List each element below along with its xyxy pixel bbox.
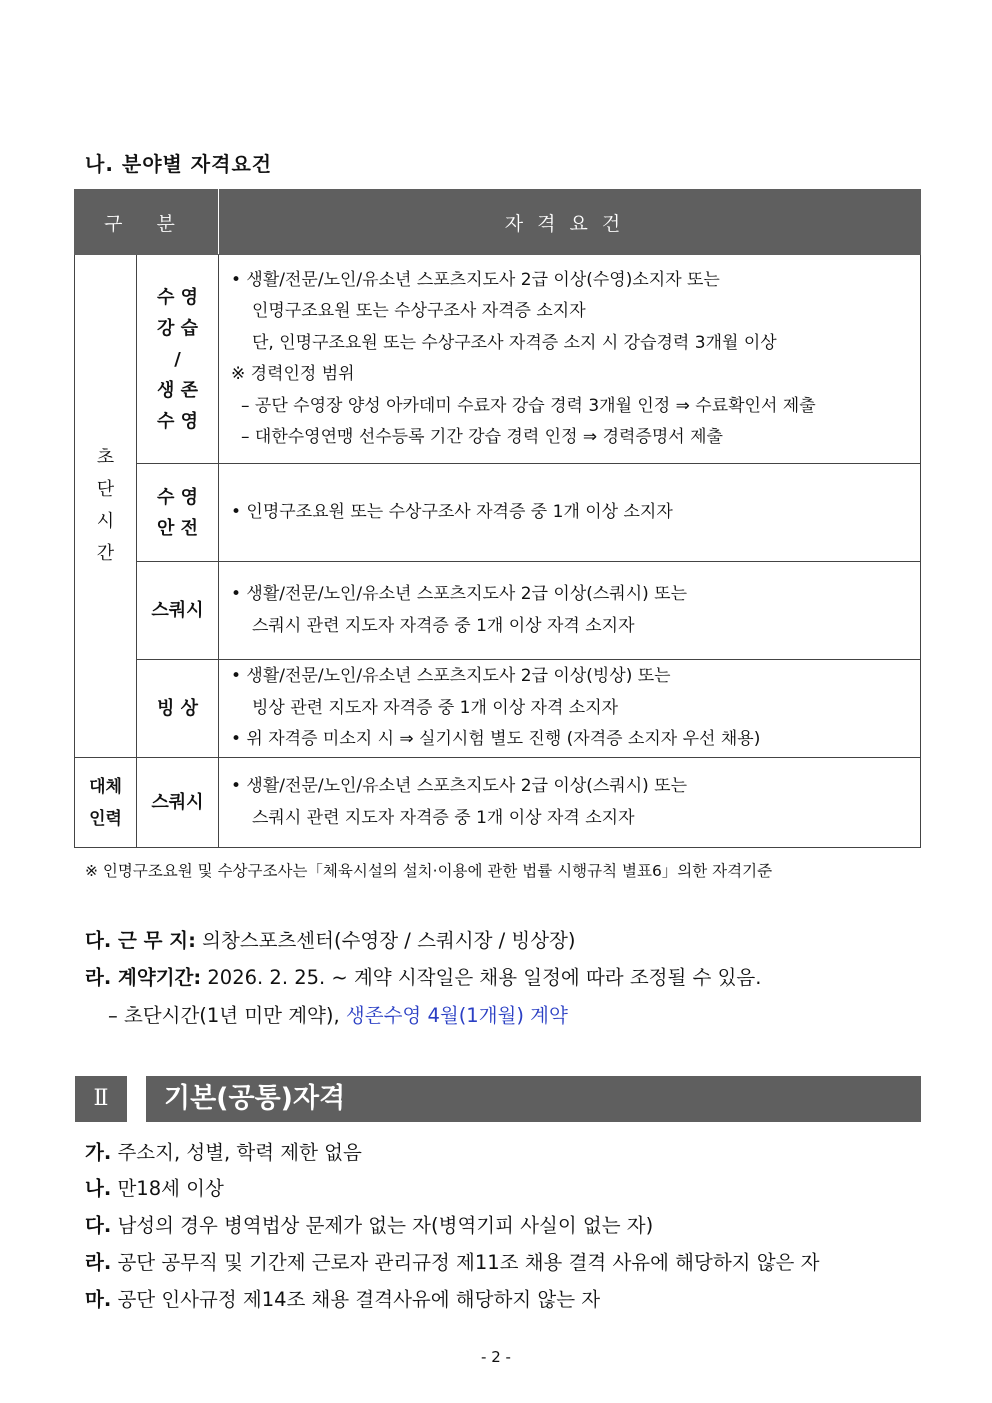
qualification-table <box>74 189 921 848</box>
section-heading: 기본(공통)자격 <box>146 1076 921 1122</box>
workplace-line <box>85 925 576 953</box>
header-requirements: 자격요건 <box>219 190 921 255</box>
basic-item: 나. 만18세 이상 <box>85 1177 224 1200</box>
page-number: - 2 - <box>481 1348 511 1366</box>
table-footnote: ※ 인명구조요원 및 수상구조사는「체육시설의 설치·이용에 관한 법률 시행규칙 별표6」의한 자격기준 <box>85 862 773 880</box>
contract-subline <box>108 1000 568 1028</box>
requirement-swim-lesson: • 생활/전문/노인/유소년 스포츠지도사 2급 이상(수영)소지자 또는 인명구조요원 또는 수상구조사 자격증 소지자 단, 인명구조요원 또는 수상구조사 자격증 소지 시 강습경력 3개월 이상 ※ 경력인정 범위 – 공단 수영장 양성 아카데미 수료자 강습 경력 3개월 인정 ⇒ 수료확인서 제출 – 대한수영연맹 선수등록 기간 강습 경력 인정 ⇒ 경력증명서 제출 <box>219 255 921 464</box>
header-category: 구 분 <box>75 190 219 255</box>
group-label-ultrashort: 초 단 시 간 <box>75 255 137 758</box>
basic-item: 마. 공단 인사규정 제14조 채용 결격사유에 해당하지 않는 자 <box>85 1288 601 1311</box>
workplace-label: 다. 근 무 지: <box>85 929 196 952</box>
subcat-squash: 스쿼시 <box>137 562 219 660</box>
subcat-swim-safety: 수 영 안 전 <box>137 464 219 562</box>
basic-item: 라. 공단 공무직 및 기간제 근로자 관리규정 제11조 채용 결격 사유에 해당하지 않은 자 <box>85 1251 820 1274</box>
group-label-substitute: 대체 인력 <box>75 758 137 848</box>
section-title: 나. 분야별 자격요건 <box>85 152 273 176</box>
contract-label: 라. 계약기간: <box>85 966 202 989</box>
requirement-swim-safety: • 인명구조요원 또는 수상구조사 자격증 중 1개 이상 소지자 <box>219 464 921 562</box>
section-number: Ⅱ <box>75 1076 127 1122</box>
subcat-skating: 빙 상 <box>137 660 219 758</box>
subcat-swim-lesson: 수 영 강 습 / 생 존 수 영 <box>137 255 219 464</box>
contract-sub-prefix: – 초단시간(1년 미만 계약), <box>108 1004 340 1027</box>
basic-item: 다. 남성의 경우 병역법상 문제가 없는 자(병역기피 사실이 없는 자) <box>85 1214 654 1237</box>
requirement-squash: • 생활/전문/노인/유소년 스포츠지도사 2급 이상(스쿼시) 또는 스쿼시 관련 지도자 자격증 중 1개 이상 자격 소지자 <box>219 562 921 660</box>
requirement-squash-substitute: • 생활/전문/노인/유소년 스포츠지도사 2급 이상(스쿼시) 또는 스쿼시 관련 지도자 자격증 중 1개 이상 자격 소지자 <box>219 758 921 848</box>
contract-value: 2026. 2. 25. ~ 계약 시작일은 채용 일정에 따라 조정될 수 있음. <box>201 966 762 989</box>
basic-item: 가. 주소지, 성별, 학력 제한 없음 <box>85 1141 362 1164</box>
contract-sub-highlight: 생존수영 4월(1개월) 계약 <box>339 1004 568 1027</box>
contract-line <box>85 962 761 990</box>
workplace-value: 의창스포츠센터(수영장 / 스쿼시장 / 빙상장) <box>195 929 576 952</box>
subcat-squash-substitute: 스쿼시 <box>137 758 219 848</box>
requirement-skating: • 생활/전문/노인/유소년 스포츠지도사 2급 이상(빙상) 또는 빙상 관련 지도자 자격증 중 1개 이상 자격 소지자 • 위 자격증 미소지 시 ⇒ 실기시험 별도 진행 (자격증 소지자 우선 채용) <box>219 660 921 758</box>
